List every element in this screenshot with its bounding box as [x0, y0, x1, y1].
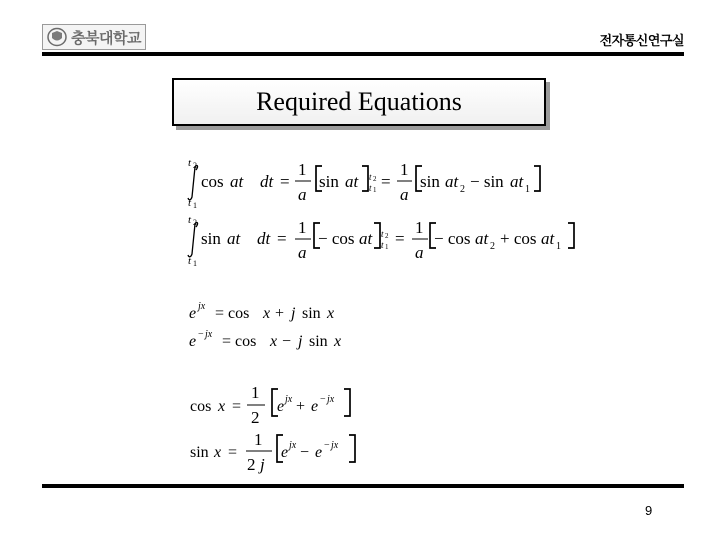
svg-text:at: at [227, 229, 241, 248]
svg-text:+: + [296, 398, 306, 415]
svg-text:− sin: − sin [470, 172, 504, 191]
svg-text:cos: cos [190, 398, 212, 415]
lab-name: 전자통신연구실 [599, 34, 684, 49]
svg-text:t: t [381, 240, 384, 250]
svg-text:jx: jx [327, 394, 335, 405]
svg-text:+ cos: + cos [500, 229, 537, 248]
svg-text:j: j [291, 305, 296, 322]
svg-text:a: a [400, 185, 409, 204]
svg-text:x: x [263, 305, 271, 322]
svg-text:= cos: = cos [222, 333, 257, 350]
svg-text:1: 1 [373, 186, 377, 194]
svg-text:x: x [327, 305, 335, 322]
logo-text: 충북대학교 [71, 28, 141, 47]
svg-text:at: at [445, 172, 459, 191]
svg-text:sin: sin [201, 229, 221, 248]
page-number: 9 [645, 503, 653, 518]
svg-text:at: at [345, 172, 359, 191]
integral-sin-equation [188, 214, 574, 268]
svg-text:− cos: − cos [434, 229, 471, 248]
bottom-divider [42, 484, 684, 488]
svg-text:sin: sin [309, 333, 328, 350]
svg-text:jx: jx [285, 394, 293, 405]
svg-text:1: 1 [525, 184, 530, 195]
svg-text:at: at [510, 172, 524, 191]
svg-text:1: 1 [400, 160, 409, 179]
svg-text:x: x [334, 333, 342, 350]
svg-text:1: 1 [251, 383, 260, 402]
svg-text:x: x [270, 333, 278, 350]
svg-text:1: 1 [556, 241, 561, 252]
svg-text:1: 1 [385, 243, 389, 251]
svg-text:e: e [189, 333, 197, 350]
svg-text:2: 2 [193, 161, 197, 170]
svg-text:t: t [369, 172, 372, 182]
svg-text:2: 2 [373, 175, 377, 183]
svg-text:− cos: − cos [318, 229, 355, 248]
svg-text:e: e [315, 444, 323, 461]
svg-text:2: 2 [247, 455, 256, 474]
svg-text:2: 2 [385, 232, 389, 240]
svg-text:t: t [381, 229, 384, 239]
svg-text:jx: jx [198, 301, 206, 312]
svg-text:+: + [275, 305, 285, 322]
svg-text:t: t [188, 197, 192, 209]
slide-title: Required Equations [256, 87, 462, 116]
svg-text:e: e [277, 398, 285, 415]
svg-text:a: a [415, 243, 424, 262]
svg-text:=: = [232, 398, 242, 415]
svg-text:2: 2 [251, 408, 260, 427]
svg-text:t: t [369, 183, 372, 193]
svg-text:2: 2 [193, 218, 197, 227]
svg-text:=: = [277, 229, 287, 248]
svg-text:1: 1 [193, 201, 197, 210]
svg-text:dt: dt [260, 172, 274, 191]
svg-text:= cos: = cos [215, 305, 250, 322]
svg-text:at: at [359, 229, 373, 248]
svg-text:x: x [218, 398, 226, 415]
svg-text:t: t [188, 255, 192, 267]
svg-text:−: − [198, 329, 204, 340]
cos-exponential-equation [190, 383, 350, 427]
svg-text:−: − [282, 333, 292, 350]
svg-text:sin: sin [190, 444, 209, 461]
svg-text:at: at [230, 172, 244, 191]
svg-text:a: a [298, 243, 307, 262]
svg-text:1: 1 [298, 160, 307, 179]
svg-text:−: − [320, 394, 326, 405]
svg-text:j: j [298, 333, 303, 350]
svg-text:at: at [475, 229, 489, 248]
svg-text:cos: cos [201, 172, 224, 191]
svg-text:jx: jx [331, 440, 339, 451]
svg-text:dt: dt [257, 229, 271, 248]
svg-text:t: t [188, 157, 192, 169]
svg-text:e: e [311, 398, 319, 415]
euler-negative-equation [189, 329, 341, 350]
euler-positive-equation [189, 301, 334, 322]
svg-text:t: t [188, 214, 192, 226]
svg-text:2: 2 [490, 241, 495, 252]
svg-text:1: 1 [254, 430, 263, 449]
svg-text:1: 1 [298, 218, 307, 237]
svg-text:at: at [541, 229, 555, 248]
svg-text:1: 1 [415, 218, 424, 237]
sin-exponential-equation [190, 430, 355, 474]
svg-text:sin: sin [420, 172, 440, 191]
svg-text:a: a [298, 185, 307, 204]
svg-text:−: − [300, 444, 310, 461]
svg-text:=: = [228, 444, 238, 461]
svg-text:x: x [214, 444, 222, 461]
integral-cos-equation [188, 157, 540, 210]
svg-text:e: e [189, 305, 197, 322]
svg-text:=: = [280, 172, 290, 191]
svg-text:=: = [381, 172, 391, 191]
svg-text:jx: jx [205, 329, 213, 340]
svg-text:2: 2 [460, 184, 465, 195]
svg-text:jx: jx [289, 440, 297, 451]
svg-text:−: − [324, 440, 330, 451]
svg-text:j: j [260, 455, 265, 474]
svg-text:=: = [395, 229, 405, 248]
svg-text:1: 1 [193, 259, 197, 268]
svg-text:e: e [281, 444, 289, 461]
svg-text:sin: sin [319, 172, 339, 191]
svg-text:sin: sin [302, 305, 321, 322]
